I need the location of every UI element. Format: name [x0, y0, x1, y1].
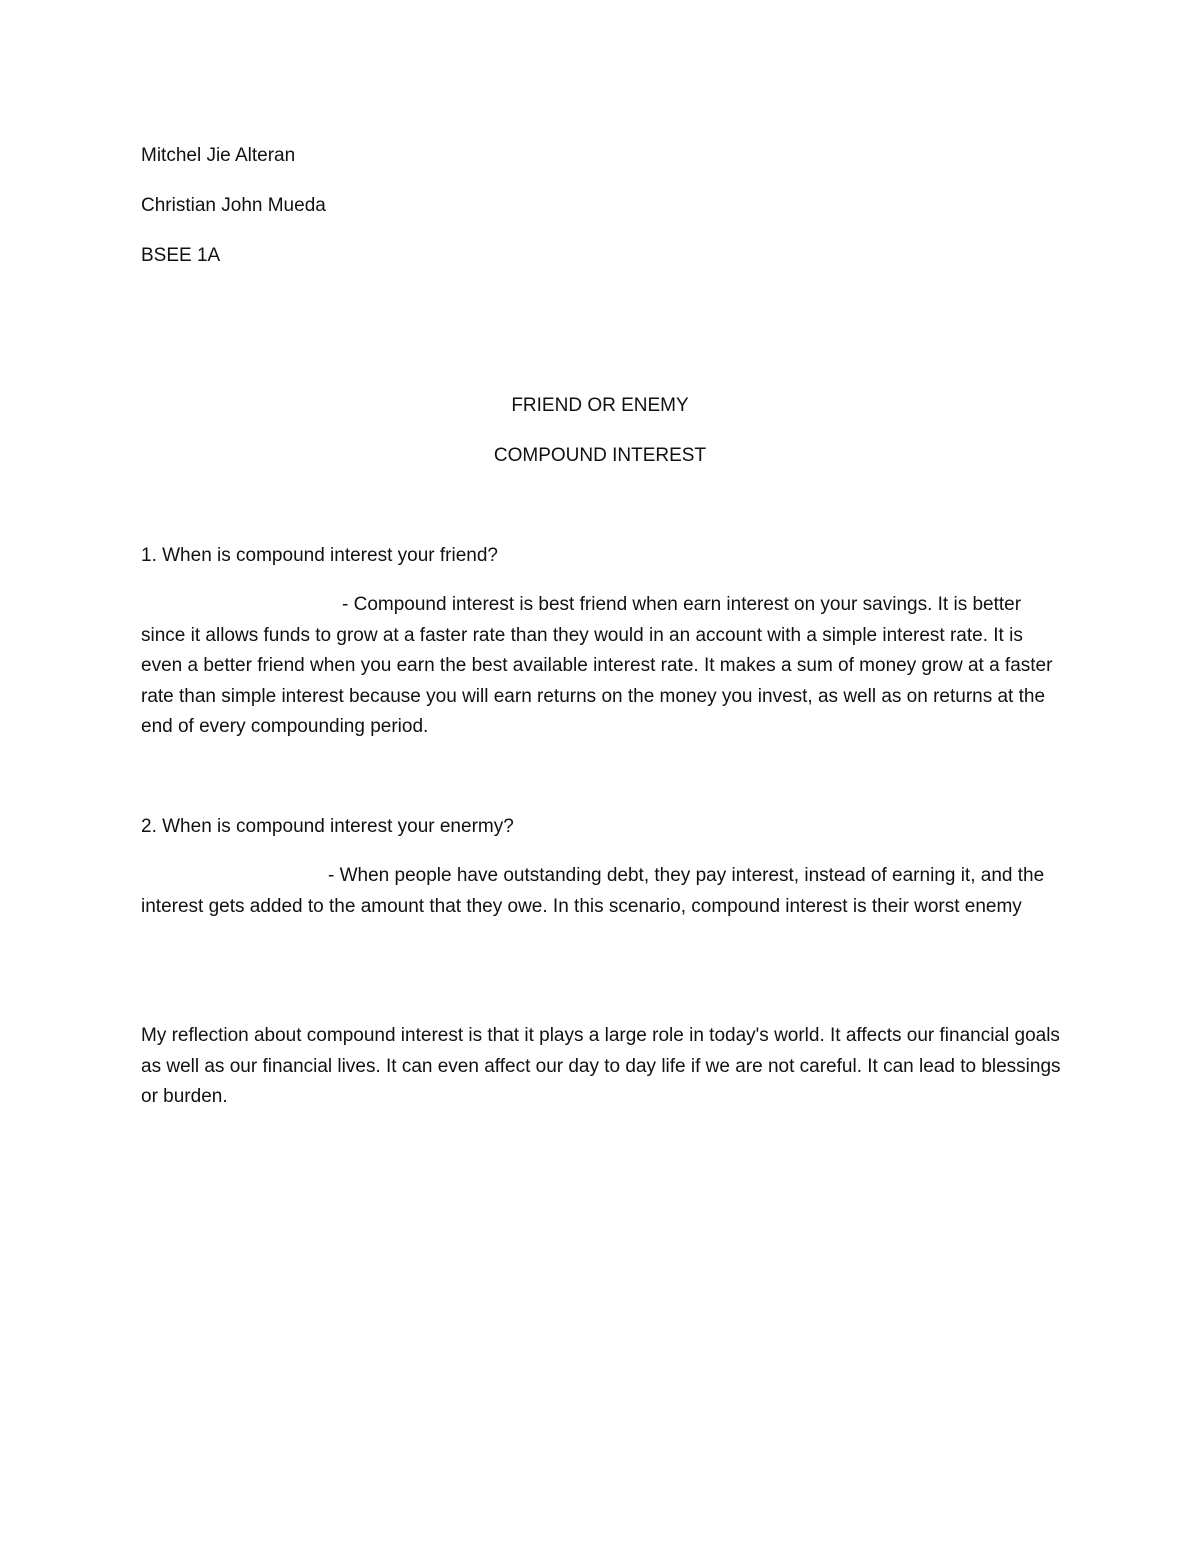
author-name-1: Mitchel Jie Alteran — [141, 145, 296, 166]
section-label: BSEE 1A — [141, 245, 221, 266]
answer-1: - Compound interest is best friend when earn interest on your savings. It is better since it allows funds to grow at a faster rate than they would in an account with a simple interest rate. It is even a better friend when you earn the best available interest rate. It makes a sum of money grow at a faster rate than simple interest because you will earn returns on the money you invest, as well as on returns at the end of every compounding period. — [141, 594, 1053, 737]
answer-2: - When people have outstanding debt, they pay interest, instead of earning it, and the interest gets added to the amount that they owe. In this scenario, compound interest is their worst enemy — [141, 865, 1045, 917]
reflection-paragraph: My reflection about compound interest is that it plays a large role in today's world. It affects our financial goals as well as our financial lives. It can even affect our day to day life if we are not careful. It can lead to blessings or burden. — [141, 1025, 1061, 1107]
author-name-2: Christian John Mueda — [141, 195, 326, 216]
title-line-2: COMPOUND INTEREST — [493, 445, 707, 466]
title-line-1: FRIEND OR ENEMY — [511, 395, 689, 416]
question-1: 1. When is compound interest your friend? — [141, 545, 498, 566]
question-2: 2. When is compound interest your enermy? — [141, 816, 514, 837]
